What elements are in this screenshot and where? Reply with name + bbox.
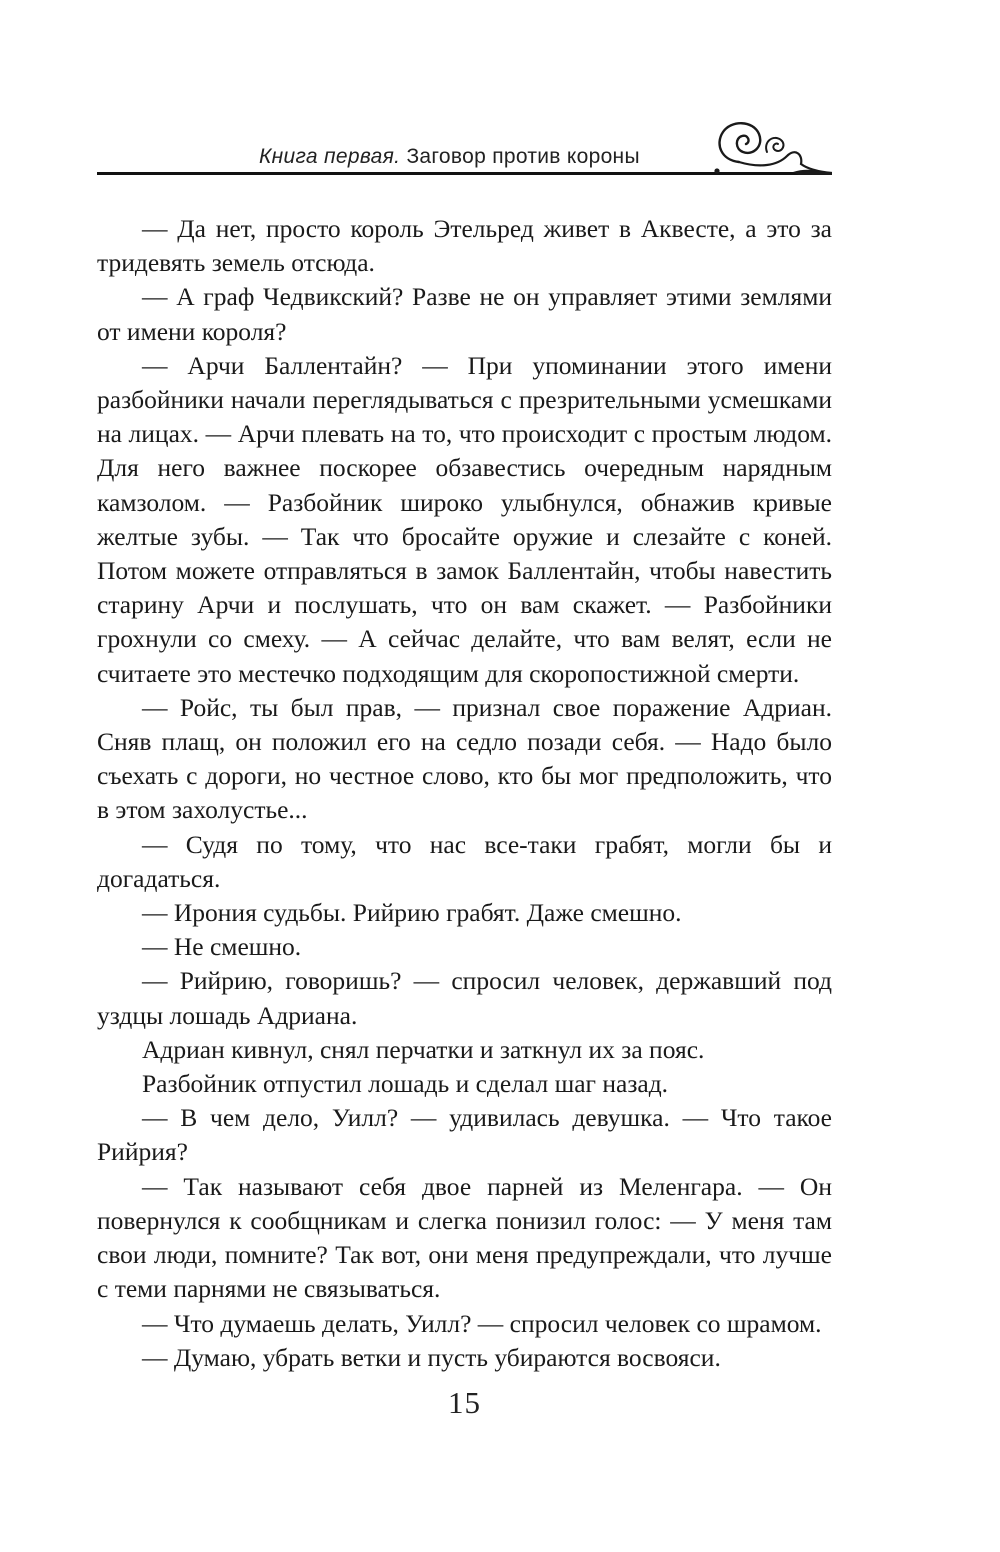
page-number: 15 bbox=[448, 1385, 481, 1420]
paragraph: — Что думаешь делать, Уилл? — спросил человек со шрамом. bbox=[142, 1308, 822, 1338]
book-part-label: Книга первая. bbox=[259, 145, 401, 168]
paragraph: — Ирония судьбы. Рийрию грабят. Даже смешно. bbox=[142, 898, 682, 928]
paragraph: — Ройс, ты был прав, — признал свое поражение Адриан. Сняв плащ, он положил его на седло позади себя. — Надо было съехать с дороги, но честное слово, кто бы мог предположить, что в этом захолустье... bbox=[97, 692, 832, 825]
paragraph: Адриан кивнул, снял перчатки и заткнул их за пояс. bbox=[142, 1034, 705, 1064]
body-text bbox=[97, 212, 832, 1375]
paragraph: — Арчи Баллентайн? — При упоминании этого имени разбойники начали переглядываться с презрительными усмешками на лицах. — Арчи плевать на то, что происходит с простым людом. Для него важнее поскорее обзавестись очередным нарядным камзолом. — Разбойник широко улыбнулся, обнажив кривые желтые зубы. — Так что бросайте оружие и слезайте с коней. Потом можете отправляться в замок Баллентайн, чтобы навестить старину Арчи и послушать, что он вам скажет. — Разбойники грохнули со смеху. — А сейчас делайте, что вам велят, если не считаете это местечко подходящим для скоропостижной смерти. bbox=[97, 350, 832, 688]
paragraph: — Рийрию, говоришь? — спросил человек, державший под уздцы лошадь Адриана. bbox=[97, 966, 832, 1030]
running-head-title bbox=[259, 145, 640, 169]
running-head bbox=[97, 112, 832, 182]
paragraph: — Думаю, убрать ветки и пусть убираются восвояси. bbox=[142, 1342, 721, 1372]
paragraph: — Не смешно. bbox=[142, 932, 302, 962]
paragraph: Разбойник отпустил лошадь и сделал шаг назад. bbox=[142, 1069, 669, 1099]
paragraph: — Да нет, просто король Этельред живет в Аквесте, а это за тридевять земель отсюда. bbox=[97, 214, 832, 278]
paragraph: — В чем дело, Уилл? — удивилась девушка. — Что такое Рийрия? bbox=[97, 1103, 832, 1167]
flourish-ornament-icon bbox=[709, 112, 832, 178]
section-title-label: Заговор против короны bbox=[406, 145, 640, 168]
paragraph: — Так называют себя двое парней из Меленгара. — Он повернулся к сообщникам и слегка понизил голос: — У меня там свои люди, помните? Так вот, они меня предупреждали, что лучше с теми парнями не связываться. bbox=[97, 1171, 832, 1304]
paragraph: — Судя по тому, что нас все-таки грабят, могли бы и догадаться. bbox=[97, 829, 832, 893]
paragraph: — А граф Чедвикский? Разве не он управляет этими землями от имени короля? bbox=[97, 282, 832, 346]
